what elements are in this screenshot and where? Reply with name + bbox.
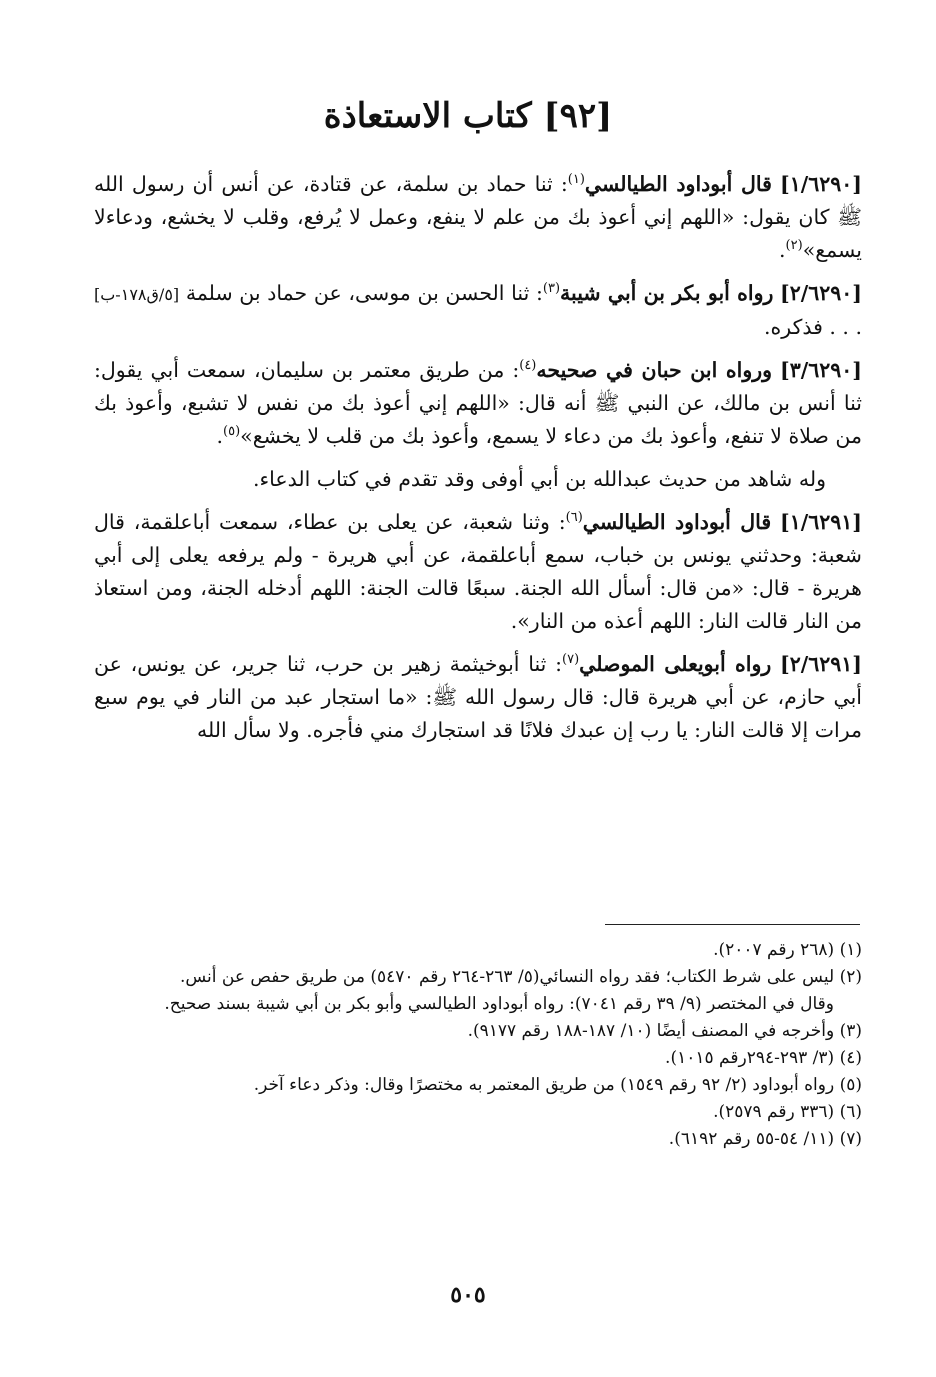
hadith-reference: [٣/٦٢٩٠]: [780, 358, 862, 382]
hadith-text: : من طريق معتمر بن سليمان، سمعت أبي يقول: ثنا أنس بن مالك، عن النبي ﷺ أنه قال: «اللهم إني أعوذ بك من نفس لا تشبع، وأعوذ بك من صلاة لا تنفع، وأعوذ بك من دعاء لا يسمع، وأعوذ بك من قلب لا يخشع»: [94, 358, 862, 448]
footnote-number: (٣): [839, 1021, 862, 1041]
footnote-text: رواه أبوداود (٢/ ٩٢ رقم ١٥٤٩) من طريق المعتمر به مختصرًا وقال: وذكر دعاء آخر.: [253, 1075, 835, 1095]
footnote-continuation: [94, 992, 862, 1017]
hadith-paragraph: [94, 648, 862, 747]
footnote-marker: (٥): [223, 424, 241, 440]
hadith-tail: . . . فذكره.: [764, 315, 862, 339]
footnote-text: (٣/ ٢٩٣-٢٩٤رقم ١٠١٥).: [665, 1048, 835, 1068]
hadith-text: : وثنا شعبة، عن يعلى بن عطاء، سمعت أباعلقمة، قال شعبة: وحدثني يونس بن خباب، سمع أباعلقمة، عن أبي هريرة - ولم يرفعه يعلى إلى أبي هريرة - قال: «من قال: أسأل الله الجنة. سبعًا قالت الجنة: اللهم أدخله الجنة، ومن استعاذ من النار قالت النار: اللهم أعذه من النار».: [94, 510, 862, 633]
footnote: [94, 1127, 862, 1152]
footnote: [94, 965, 862, 990]
footnote-marker: (٤): [519, 358, 537, 374]
footnote-text: (١١/ ٥٤-٥٥ رقم ٦١٩٢).: [668, 1129, 835, 1149]
hadith-paragraph: [94, 354, 862, 453]
commentary-text: وله شاهد من حديث عبدالله بن أبي أوفى وقد تقدم في كتاب الدعاء.: [252, 467, 826, 491]
footnote-text: وقال في المختصر (٩/ ٣٩ رقم ٧٠٤١): رواه أبوداود الطيالسي وأبو بكر بن أبي شيبة بسند صحيح.: [164, 994, 834, 1014]
footnote: [94, 1046, 862, 1071]
footnote-text: ليس على شرط الكتاب؛ فقد رواه النسائي(٥/ ٢٦٣-٢٦٤ رقم ٥٤٧٠) من طريق حفص عن أنس.: [179, 967, 835, 987]
hadith-reference: [١/٦٢٩٠]: [780, 172, 862, 196]
hadith-paragraph: [94, 168, 862, 267]
commentary-paragraph: [94, 463, 862, 496]
hadith-reference: [٢/٦٢٩٠]: [780, 281, 862, 305]
footnote-number: (٥): [839, 1075, 862, 1095]
footnote-marker: (٣): [542, 281, 561, 297]
page-number: ٥٠٥: [450, 1282, 486, 1308]
hadith-paragraph: [94, 506, 862, 638]
main-text: [94, 168, 862, 757]
chapter-title: [٩٢] كتاب الاستعاذة: [323, 96, 613, 136]
footnote: [94, 1073, 862, 1098]
hadith-source: رواه أبو بكر بن أبي شيبة: [560, 281, 774, 305]
hadith-text: : ثنا أبوخيثمة زهير بن حرب، ثنا جرير، عن يونس، عن أبي حازم، عن أبي هريرة قال: قال رسول الله ﷺ: «ما استجار عبد من النار في يوم سبع مرات إلا قالت النار: يا رب إن عبدك فلانًا قد استجارك مني فأجره. ولا سأل الله: [94, 652, 862, 742]
hadith-source: رواه أبويعلى الموصلي: [579, 652, 772, 676]
hadith-source: ورواه ابن حبان في صحيحه: [536, 358, 773, 382]
footnote-marker: (٦): [565, 510, 583, 526]
footnote-divider: [605, 924, 860, 925]
footnote-text: (٣٣٦ رقم ٢٥٧٩).: [713, 1102, 835, 1122]
footnote-text: وأخرجه في المصنف أيضًا (١٠/ ١٨٧-١٨٨ رقم ٩١٧٧).: [467, 1021, 835, 1041]
hadith-source: قال أبوداود الطيالسي: [582, 510, 772, 534]
hadith-reference: [٢/٦٢٩١]: [780, 652, 862, 676]
footnotes: [94, 938, 862, 1154]
footnote-number: (١): [839, 940, 862, 960]
footnote-marker: (٧): [562, 652, 580, 668]
footnote-marker: (١): [567, 172, 585, 188]
footnote-number: (٤): [839, 1048, 862, 1068]
hadith-reference: [١/٦٢٩١]: [780, 510, 862, 534]
hadith-end: .: [216, 424, 224, 448]
footnote: [94, 1019, 862, 1044]
footnote: [94, 938, 862, 963]
footnote-marker: (٢): [785, 238, 803, 254]
footnote-number: (٢): [839, 967, 862, 987]
footnote: [94, 1100, 862, 1125]
hadith-paragraph: [94, 277, 862, 344]
footnote-number: (٦): [839, 1102, 862, 1122]
folio-reference: [٥/ق١٧٨-ب]: [94, 285, 180, 304]
hadith-text: : ثنا الحسن بن موسى، عن حماد بن سلمة: [179, 281, 543, 305]
footnote-text: (٢٦٨ رقم ٢٠٠٧).: [713, 940, 835, 960]
hadith-end: .: [779, 238, 786, 262]
footnote-number: (٧): [839, 1129, 862, 1149]
hadith-source: قال أبوداود الطيالسي: [584, 172, 772, 196]
hadith-text: : ثنا حماد بن سلمة، عن قتادة، عن أنس أن رسول الله ﷺ كان يقول: «اللهم إني أعوذ بك من علم لا ينفع، وعمل لا يُرفع، وقلب لا يخشع، ودعاءلا يسمع»: [94, 172, 862, 262]
